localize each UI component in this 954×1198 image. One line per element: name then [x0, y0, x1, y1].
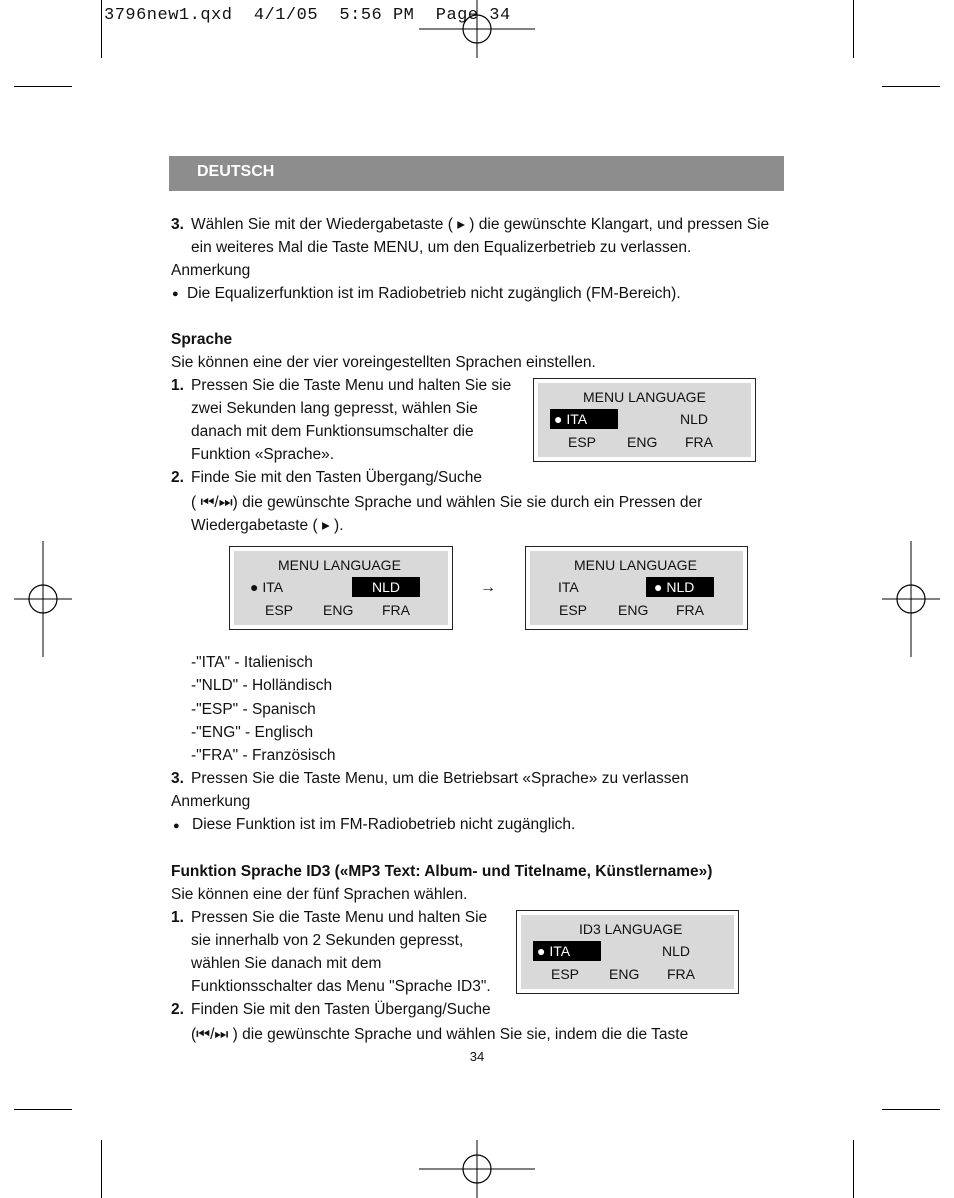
lcd-option-fra: FRA [667, 966, 695, 982]
lcd-screen [521, 915, 734, 989]
lcd-screen [538, 383, 751, 457]
step-text: Pressen Sie die Taste Menu, um die Betriebsart «Sprache» zu verlassen [191, 770, 689, 787]
print-slug: 3796new1.qxd 4/1/05 5:56 PM Page 34 [104, 6, 511, 25]
lcd-display-menu-language [525, 546, 748, 630]
step-text: Funktion «Sprache». [191, 446, 335, 463]
lcd-screen [234, 551, 448, 625]
registration-mark-icon [419, 1140, 535, 1198]
lcd-option-nld: NLD [352, 577, 420, 597]
step-text: Finde Sie mit den Tasten Übergang/Suche [191, 469, 482, 486]
step-text: Wählen Sie mit der Wiedergabetaste ( ▸ ) die gewünschte Klangart, und pressen Sie [191, 216, 770, 233]
lcd-option-eng: ENG [609, 966, 640, 982]
lcd-option-esp: ESP [559, 602, 588, 618]
lcd-title: MENU LANGUAGE [583, 389, 706, 405]
lcd-display-id3-language [516, 910, 739, 994]
step-text: Funktionsschalter das Menu "Sprache ID3". [191, 978, 491, 995]
note-label: Anmerkung [171, 262, 251, 279]
step-text: ( ⏮/⏭) die gewünschte Sprache und wählen Sie sie durch ein Pressen der [191, 494, 703, 511]
crop-mark [14, 86, 72, 87]
lcd-option-ita: ● ITA [550, 409, 618, 429]
step-number: 3. [171, 216, 184, 233]
step-text: Pressen Sie die Taste Menu und halten Sie sie [191, 377, 512, 394]
step-number: 3. [171, 770, 184, 787]
note-text: Diese Funktion ist im FM-Radiobetrieb nicht zugänglich. [192, 816, 576, 833]
lcd-option-eng: ENG [323, 602, 354, 618]
section-title: DEUTSCH [197, 163, 275, 180]
step-text: wählen Sie danach mit dem [191, 955, 382, 972]
crop-mark [882, 1109, 940, 1110]
crop-mark [882, 86, 940, 87]
crop-mark [101, 1140, 102, 1198]
lcd-title: MENU LANGUAGE [278, 557, 401, 573]
lcd-option-nld: NLD [680, 411, 709, 427]
note-text: Die Equalizerfunktion ist im Radiobetrieb nicht zugänglich (FM-Bereich). [187, 285, 681, 302]
crop-mark [853, 1140, 854, 1198]
lcd-option-fra: FRA [685, 434, 713, 450]
step-text: Finden Sie mit den Tasten Übergang/Suche [191, 1001, 491, 1018]
lcd-option-esp: ESP [551, 966, 580, 982]
step-text: sie innerhalb von 2 Sekunden gepresst, [191, 932, 464, 949]
lcd-title: ID3 LANGUAGE [579, 921, 683, 937]
bullet-icon: ● [172, 288, 179, 300]
lcd-option-esp: ESP [568, 434, 597, 450]
list-item: -"ESP" - Spanisch [191, 701, 316, 718]
lcd-option-fra: FRA [382, 602, 410, 618]
registration-mark-icon [419, 0, 535, 58]
lcd-option-ita: ● ITA [533, 941, 601, 961]
registration-mark-icon [882, 541, 940, 657]
step-text: ein weiteres Mal die Taste MENU, um den Equalizerbetrieb zu verlassen. [191, 239, 692, 256]
page-number: 34 [469, 1049, 485, 1064]
lcd-option-eng: ENG [627, 434, 658, 450]
section-header [169, 156, 784, 191]
step-number: 1. [171, 909, 184, 926]
lcd-title: MENU LANGUAGE [574, 557, 697, 573]
lcd-option-esp: ESP [265, 602, 294, 618]
arrow-right-icon: → [480, 579, 496, 596]
lcd-option-ita: ● ITA [250, 579, 284, 595]
step-text: Wiedergabetaste ( ▸ ). [191, 517, 344, 534]
bullet-icon: ● [173, 820, 180, 832]
step-text: zwei Sekunden lang gepresst, wählen Sie [191, 400, 478, 417]
lcd-option-nld: ● NLD [646, 577, 714, 597]
lcd-display-menu-language [533, 378, 756, 462]
step-text: Pressen Sie die Taste Menu und halten Sie [191, 909, 488, 926]
lcd-display-menu-language [229, 546, 453, 630]
step-number: 2. [171, 469, 184, 486]
list-item: -"FRA" - Französisch [191, 747, 336, 764]
list-item: -"NLD" - Holländisch [191, 677, 333, 694]
lcd-screen [530, 551, 743, 625]
registration-mark-icon [14, 541, 72, 657]
step-number: 1. [171, 377, 184, 394]
intro-text: Sie können eine der vier voreingestellten Sprachen einstellen. [171, 354, 596, 371]
subheading-sprache: Sprache [171, 331, 233, 348]
intro-text: Sie können eine der fünf Sprachen wählen. [171, 886, 468, 903]
note-label: Anmerkung [171, 793, 251, 810]
step-text: (⏮/⏭ ) die gewünschte Sprache und wählen Sie sie, indem die die Taste [191, 1026, 689, 1043]
lcd-option-eng: ENG [618, 602, 649, 618]
crop-mark [14, 1109, 72, 1110]
crop-mark [853, 0, 854, 58]
lcd-option-fra: FRA [676, 602, 704, 618]
step-number: 2. [171, 1001, 184, 1018]
crop-mark [101, 0, 102, 58]
lcd-option-nld: NLD [662, 943, 691, 959]
step-text: danach mit dem Funktionsumschalter die [191, 423, 474, 440]
lcd-option-ita: ITA [558, 579, 579, 595]
subheading-id3: Funktion Sprache ID3 («MP3 Text: Album- und Titelname, Künstlername») [171, 863, 713, 880]
list-item: -"ENG" - Englisch [191, 724, 314, 741]
list-item: -"ITA" - Italienisch [191, 654, 313, 671]
